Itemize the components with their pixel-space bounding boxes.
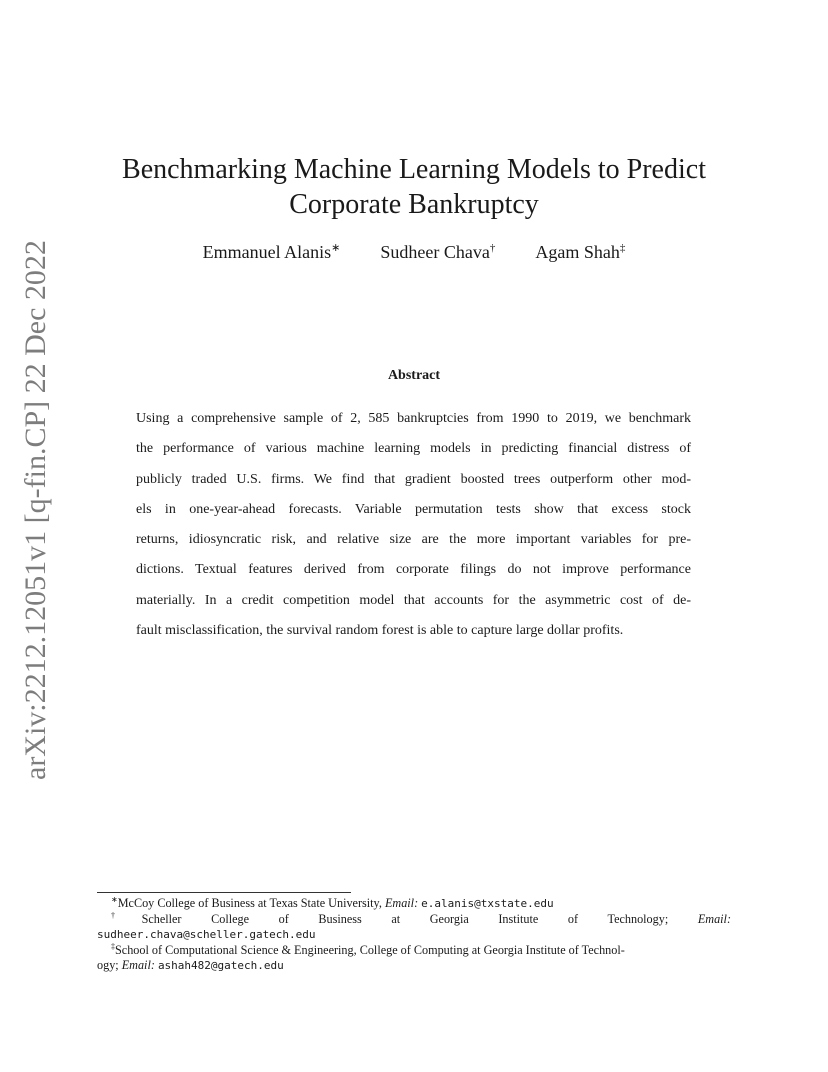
abstract-line: returns, idiosyncratic risk, and relative size are the more important variables for pre- [136, 532, 691, 548]
footnotes [97, 896, 731, 974]
email-link[interactable]: e.alanis@txstate.edu [421, 897, 554, 910]
footnote-3-cont: ogy; Email: ashah482@gatech.edu [97, 958, 284, 972]
abstract-line: Using a comprehensive sample of 2, 585 bankruptcies from 1990 to 2019, we benchmark [136, 411, 691, 426]
author-shah: Agam Shah‡ [535, 242, 626, 262]
abstract-line: dictions. Textual features derived from corporate filings do not improve performance [136, 562, 691, 578]
author-alanis: Emmanuel Alanis∗ [202, 242, 341, 262]
author-mark: † [489, 242, 496, 254]
author-mark: ‡ [619, 242, 626, 254]
abstract-line: fault misclassification, the survival random forest is able to capture large dollar profits. [136, 623, 624, 639]
abstract-line: materially. In a credit competition model that accounts for the asymmetric cost of de- [136, 592, 691, 608]
abstract-line: the performance of various machine learning models in predicting financial distress of [136, 441, 691, 457]
author-chava: Sudheer Chava† [380, 242, 496, 262]
abstract-line: els in one-year-ahead forecasts. Variable permutation tests show that excess stock [136, 501, 691, 517]
abstract-heading: Abstract [387, 368, 441, 383]
footnote-rule [97, 892, 351, 893]
footnote-2-email [97, 927, 731, 943]
abstract-body [136, 404, 691, 646]
email-link[interactable]: sudheer.chava@scheller.gatech.edu [97, 928, 316, 941]
title-line-2: Corporate Bankruptcy [289, 189, 539, 220]
footnote-2: †Scheller College of Business at Georgia Institute of Technology; Email: [111, 910, 731, 926]
title-line-1: Benchmarking Machine Learning Models to Predict [122, 154, 706, 185]
abstract-line: publicly traded U.S. firms. We find that gradient boosted trees outperform other mod- [136, 471, 691, 487]
footnote-3: ‡School of Computational Science & Engineering, College of Computing at Georgia Institute of Technol- [111, 941, 625, 957]
arxiv-identifier-stamp: arXiv:2212.12051v1 [q-fin.CP] 22 Dec 2022 [19, 240, 52, 780]
author-mark: ∗ [331, 242, 341, 254]
email-link[interactable]: ashah482@gatech.edu [157, 959, 284, 972]
footnote-1: ∗McCoy College of Business at Texas State University, Email: e.alanis@txstate.edu [111, 895, 554, 910]
paper-title [0, 152, 828, 222]
author-list [0, 242, 828, 263]
